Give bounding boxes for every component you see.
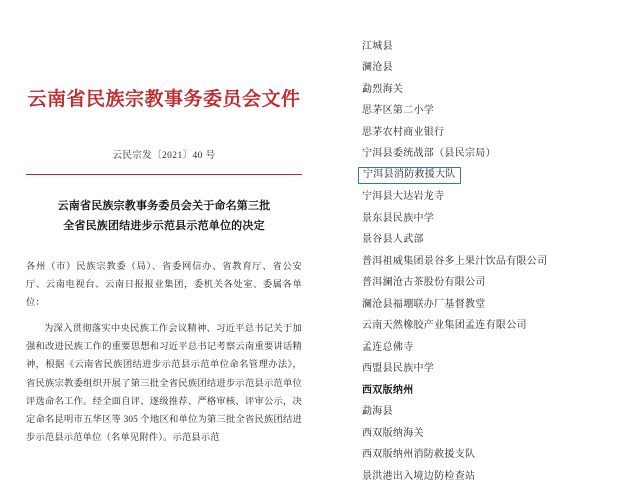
document-paragraph: 为深入贯彻落实中央民族工作会议精神、习近平总书记关于加强和改进民族工作的重要思想和习近平总书记考察云南重要讲话精神，根据《云南省民族团结进步示范县示范单位命名管理办法》，省民族宗教委组织开展了第三批全省民族团结进步示范县示范单位评选命名工作。经全面自评、逐级推荐、严格审核、评审公示，决定命名昆明市五华区等 305 个地区和单位为第三批全省民族团结进步示范县示范单位（名单见附件）。示范县示范 xyxy=(26,324,302,443)
list-item-label: 景东县民族中学 xyxy=(362,212,435,224)
list-item-label: 江城县 xyxy=(362,40,393,52)
document-heading xyxy=(26,197,302,236)
list-item-label: 宁洱县消防救援大队 xyxy=(358,167,461,184)
list-item-label: 西双版纳州消防救援支队 xyxy=(362,449,476,461)
list-item-highlighted[interactable] xyxy=(362,165,641,187)
list-item-label: 普洱澜沧古茶股份有限公司 xyxy=(362,277,486,289)
list-item-label: 勐烈海关 xyxy=(362,83,404,95)
list-item xyxy=(362,359,641,381)
list-item xyxy=(362,402,641,424)
list-item xyxy=(362,58,641,80)
list-item xyxy=(362,79,641,101)
document-body xyxy=(26,258,302,447)
document-heading-line1: 云南省民族宗教事务委员会关于命名第三批 xyxy=(57,200,271,213)
list-item-label: 景谷县人武部 xyxy=(362,234,424,246)
list-item xyxy=(362,337,641,359)
list-item-label: 澜沧县福堋联办厂基督教堂 xyxy=(362,298,486,310)
list-item xyxy=(362,445,641,467)
list-item-label: 孟连总佛寺 xyxy=(362,341,414,353)
list-item xyxy=(362,144,641,166)
list-item xyxy=(362,36,641,58)
list-item xyxy=(362,251,641,273)
list-item xyxy=(362,273,641,295)
list-item-label: 思茅区第二小学 xyxy=(362,105,435,117)
list-item xyxy=(362,294,641,316)
document-title: 云南省民族宗教事务委员会文件 xyxy=(27,89,301,110)
list-item-label: 西双版纳海关 xyxy=(362,427,424,439)
list-item xyxy=(362,423,641,445)
document-heading-line2: 全省民族团结进步示范县示范单位的决定 xyxy=(63,219,265,232)
list-item-label: 思茅农村商业银行 xyxy=(362,126,445,138)
list-item-label: 西盟县民族中学 xyxy=(362,363,435,375)
unit-list-panel xyxy=(328,0,641,481)
list-item xyxy=(362,466,641,488)
list-item xyxy=(362,187,641,209)
list-item xyxy=(362,230,641,252)
list-item-label: 景洪港出入境边防检查站 xyxy=(362,470,476,482)
list-item-label: 普洱祖威集团景谷多上果汁饮品有限公司 xyxy=(362,255,548,267)
red-divider-rule xyxy=(26,174,302,176)
list-item-label: 澜沧县 xyxy=(362,62,393,74)
list-item xyxy=(362,122,641,144)
list-item xyxy=(362,316,641,338)
list-item xyxy=(362,101,641,123)
document-number: 云民宗发〔2021〕40 号 xyxy=(112,150,216,161)
list-item-label: 勐海县 xyxy=(362,406,393,418)
list-item-label: 宁洱县大达岩龙寺 xyxy=(362,191,445,203)
document-paragraph: 各州（市）民族宗教委（局）、省委网信办、省教育厅、省公安厅、云南电视台、云南日报报业集团，委机关各处室、委属各单位： xyxy=(26,261,302,309)
list-item-label: 宁洱县委统战部（县民宗局） xyxy=(362,148,496,160)
list-item xyxy=(362,208,641,230)
list-item-label: 云南天然橡胶产业集团孟连有限公司 xyxy=(362,320,527,332)
list-item-label: 西双版纳州 xyxy=(362,384,414,396)
list-section-header xyxy=(362,380,641,402)
